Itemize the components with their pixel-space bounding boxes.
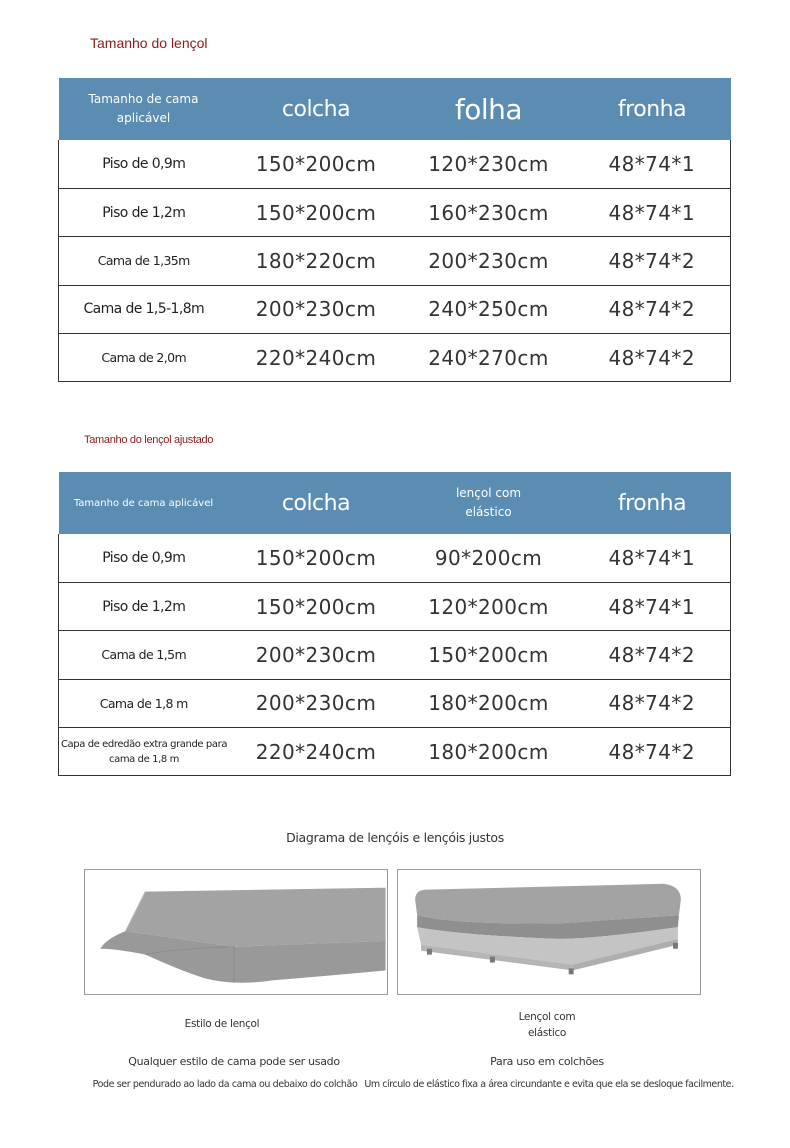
table-row	[59, 188, 731, 236]
header-bed-size-line2: aplicável	[116, 111, 171, 125]
flat-sheet-label: Estilo de lençol	[184, 1018, 260, 1030]
pillowcase-size-cell: 48*74*2	[574, 334, 731, 382]
sheet-size-cell: 160*230cm	[428, 200, 549, 225]
bed-size-cell: Cama de 1,35m	[59, 237, 229, 285]
flat-sheet-image	[84, 869, 388, 995]
header-bed-size-line1: Tamanho de cama	[88, 92, 199, 106]
pillowcase-size-cell: 48*74*1	[574, 140, 731, 188]
table-row	[59, 534, 731, 582]
bed-size-cell: Piso de 0,9m	[59, 534, 229, 582]
fitted-size-cell: 120*200cm	[428, 594, 549, 619]
table-row	[59, 728, 731, 776]
duvet-size-cell: 150*200cm	[255, 200, 377, 225]
flat-sheet-usage: Qualquer estilo de cama pode ser usado	[128, 1055, 340, 1068]
sheet-size-cell: 200*230cm	[428, 248, 549, 273]
table-row	[59, 334, 731, 382]
pillowcase-size-cell: 48*74*2	[574, 237, 731, 285]
fitted-sheet-label-line2: elástico	[527, 1027, 567, 1039]
bed-size-cell: Cama de 1,8 m	[59, 679, 229, 727]
bed-size-cell: Cama de 1,5m	[59, 631, 229, 679]
table-row	[59, 679, 731, 727]
table-row	[59, 237, 731, 285]
fitted-size-cell: 180*200cm	[428, 691, 549, 716]
header-pillowcase: fronha	[617, 490, 687, 516]
fitted-sheet-label-line1: Lençol com	[518, 1011, 576, 1023]
sheet-size-cell: 240*270cm	[428, 345, 549, 370]
bed-size-cell: Cama de 1,5-1,8m	[59, 285, 229, 333]
table-row	[59, 631, 731, 679]
pillowcase-size-cell: 48*74*2	[574, 728, 731, 776]
header-bed-size	[59, 78, 229, 140]
flat-sheet-size-table	[58, 78, 731, 382]
header-duvet: colcha	[281, 96, 351, 122]
header-bed-size: Tamanho de cama aplicável	[73, 498, 214, 509]
duvet-size-cell: 150*200cm	[255, 151, 377, 176]
duvet-size-cell: 180*220cm	[255, 248, 377, 273]
duvet-size-cell: 200*230cm	[255, 297, 377, 322]
fitted-size-cell: 180*200cm	[428, 739, 549, 764]
duvet-size-cell: 200*230cm	[255, 642, 377, 667]
pillowcase-size-cell: 48*74*1	[574, 188, 731, 236]
fitted-sheet-size-table	[58, 472, 731, 776]
flat-sheet-description: Pode ser pendurado ao lado da cama ou debaixo do colchão	[92, 1079, 358, 1090]
table-header-row	[59, 472, 731, 534]
bed-size-text: Capa de edredão extra grande para cama de 1,8 m	[60, 738, 228, 765]
pillowcase-size-cell: 48*74*1	[574, 582, 731, 630]
bed-size-cell	[59, 728, 229, 776]
duvet-size-cell: 200*230cm	[255, 691, 377, 716]
bed-size-cell: Piso de 1,2m	[59, 188, 229, 236]
sheet-size-cell: 240*250cm	[428, 297, 549, 322]
bed-size-cell: Piso de 0,9m	[59, 140, 229, 188]
duvet-size-cell: 150*200cm	[255, 545, 377, 570]
flat-sheet-section-title: Tamanho do lençol	[90, 35, 208, 51]
table-row	[59, 582, 731, 630]
diagram-title: Diagrama de lençóis e lençóis justos	[286, 830, 504, 845]
pillowcase-size-cell: 48*74*1	[574, 534, 731, 582]
pillowcase-size-cell: 48*74*2	[574, 631, 731, 679]
header-duvet: colcha	[281, 490, 351, 516]
bed-size-cell: Cama de 2,0m	[59, 334, 229, 382]
header-fitted-line2: elástico	[465, 505, 512, 519]
bed-size-cell: Piso de 1,2m	[59, 582, 229, 630]
header-fitted-sheet	[404, 472, 574, 534]
fitted-sheet-description: Um círculo de elástico fixa a área circundante e evita que ela se desloque facilmente.	[364, 1079, 734, 1090]
fitted-sheet-usage: Para uso em colchões	[490, 1055, 604, 1068]
fitted-sheet-image	[397, 869, 701, 995]
pillowcase-size-cell: 48*74*2	[574, 285, 731, 333]
header-pillowcase: fronha	[617, 96, 687, 122]
pillowcase-size-cell: 48*74*2	[574, 679, 731, 727]
duvet-size-cell: 150*200cm	[255, 594, 377, 619]
fitted-size-cell: 150*200cm	[428, 642, 549, 667]
table-row	[59, 285, 731, 333]
table-header-row	[59, 78, 731, 140]
fitted-size-cell: 90*200cm	[434, 545, 543, 570]
table-row	[59, 140, 731, 188]
flat-sheet-illustration	[85, 870, 387, 994]
fitted-sheet-section-title: Tamanho do lençol ajustado	[84, 434, 214, 446]
duvet-size-cell: 220*240cm	[255, 739, 377, 764]
header-fitted-line1: lençol com	[455, 486, 522, 500]
sheet-size-cell: 120*230cm	[428, 151, 549, 176]
fitted-sheet-illustration	[398, 870, 700, 994]
duvet-size-cell: 220*240cm	[255, 345, 377, 370]
header-sheet: folha	[454, 92, 523, 126]
fitted-sheet-label	[447, 1009, 647, 1041]
